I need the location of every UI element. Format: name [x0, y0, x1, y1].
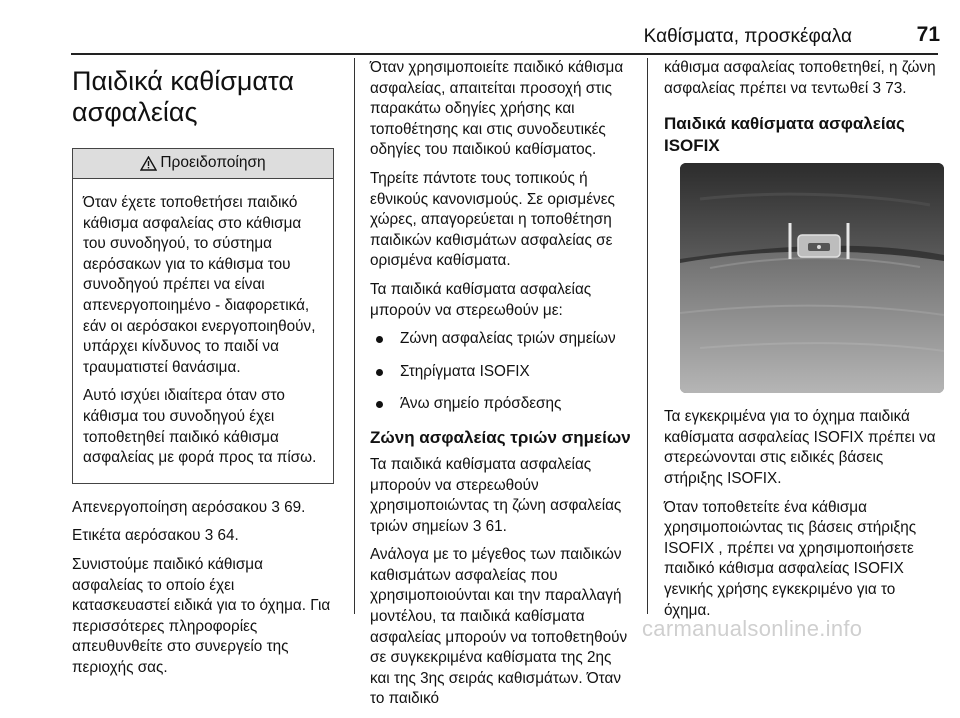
warning-text-2: Αυτό ισχύει ιδιαίτερα όταν στο κάθισμα του συνοδηγού έχει τοποθετηθεί παιδικό κάθισμα ασφαλείας με φορά προς τα πίσω.	[83, 387, 317, 467]
paragraph: Όταν τοποθετείτε ένα κάθισμα χρησιμοποιώντας τις βάσεις στήριξης ISOFIX , πρέπει να χρησιμοποιήσετε παιδικό κάθισμα ασφαλείας ISOFIX γενικής χρήσης εγκεκριμένο για το όχημα.	[664, 498, 917, 619]
paragraph: Τα παιδικά καθίσματα ασφαλείας μπορούν να στερεωθούν χρησιμοποιώντας τη ζώνη ασφαλείας τριών σημείων 3 61.	[370, 455, 622, 535]
list-item: Ζώνη ασφαλείας τριών σημείων	[370, 329, 632, 350]
paragraph: Τηρείτε πάντοτε τους τοπικούς ή εθνικούς κανονισμούς. Σε ορισμένες χώρες, απαγορεύεται η τοποθέτηση παιδικών καθισμάτων ασφαλείας σε ορισμένα καθίσματα.	[370, 169, 615, 270]
page-reference[interactable]: 3 64.	[204, 527, 239, 545]
page-reference[interactable]: 3 73.	[872, 79, 907, 97]
section-heading: Ζώνη ασφαλείας τριών σημείων	[370, 427, 631, 447]
page-reference[interactable]: 3 61.	[472, 517, 507, 535]
paragraph: Ετικέτα αερόσακου 3 64.	[72, 527, 239, 545]
warning-body	[73, 179, 333, 483]
warning-box	[72, 148, 334, 484]
isofix-seat-illustration	[680, 163, 944, 393]
page-reference[interactable]: 3 69.	[271, 498, 306, 516]
section-heading: Παιδικά καθίσματα ασφαλείας ISOFIX	[664, 114, 905, 156]
warning-icon	[140, 156, 157, 171]
paragraph: Απενεργοποίηση αερόσακου 3 69.	[72, 498, 306, 516]
warning-text-1: Όταν έχετε τοποθετήσει παιδικό κάθισμα ασφαλείας στο κάθισμα του συνοδηγού, το σύστημα αερόσακων για το κάθισμα του συνοδηγού πρέπει να είναι απενεργοποιημένο - διαφορετικά, εάν οι αερόσακοι ενεργοποιηθούν, υπάρχει κίνδυνος το παιδί να τραυματιστεί θανάσιμα.	[83, 194, 316, 376]
paragraph: Τα εγκεκριμένα για το όχημα παιδικά καθίσματα ασφαλείας ISOFIX πρέπει να στερεώνονται στις ειδικές βάσεις στήριξης ISOFIX.	[664, 408, 936, 487]
header-rule	[71, 53, 938, 55]
paragraph: Όταν χρησιμοποιείτε παιδικό κάθισμα ασφαλείας, απαιτείται προσοχή στις παρακάτω οδηγίες χρήσης και τοποθέτησης και στις συνοδευτικές οδηγίες του παιδικού καθίσματος.	[370, 59, 624, 159]
section-title: Καθίσματα, προσκέφαλα	[643, 26, 852, 47]
list-item: Άνω σημείο πρόσδεσης	[370, 394, 632, 415]
seat-image	[680, 163, 944, 393]
watermark: carmanualsonline.info	[642, 616, 863, 641]
column-divider	[647, 58, 648, 614]
fastening-list	[370, 329, 632, 415]
warning-label: Προειδοποίηση	[160, 154, 266, 172]
paragraph: Τα παιδικά καθίσματα ασφαλείας μπορούν να στερεωθούν με:	[370, 280, 592, 319]
paragraph: Συνιστούμε παιδικό κάθισμα ασφαλείας το οποίο έχει κατασκευαστεί ειδικά για το όχημα. Για περισσότερες πληροφορίες απευθυνθείτε στο συνεργείο της περιοχής σας.	[72, 555, 331, 676]
column-3	[664, 58, 940, 629]
list-item: Στηρίγματα ISOFIX	[370, 362, 632, 383]
warning-header	[73, 149, 333, 179]
paragraph: Ανάλογα με το μέγεθος των παιδικών καθισμάτων ασφαλείας που χρησιμοποιούνται και την παραλλαγή μοντέλου, τα παιδικά καθίσματα ασφαλείας μπορούν να τοποθετηθούν σε συγκεκριμένα καθίσματα της 2ης και της 3ης σειράς καθισμάτων. Όταν το παιδικό	[370, 546, 628, 708]
page-header	[0, 0, 960, 52]
column-1	[72, 58, 334, 686]
column-divider	[354, 58, 355, 614]
paragraph: κάθισμα ασφαλείας τοποθετηθεί, η ζώνη ασφαλείας πρέπει να τεντωθεί 3 73.	[664, 59, 936, 97]
page-title: Παιδικά καθίσματα ασφαλείας	[72, 66, 294, 127]
page-number: 71	[916, 23, 940, 46]
column-2	[370, 58, 632, 718]
